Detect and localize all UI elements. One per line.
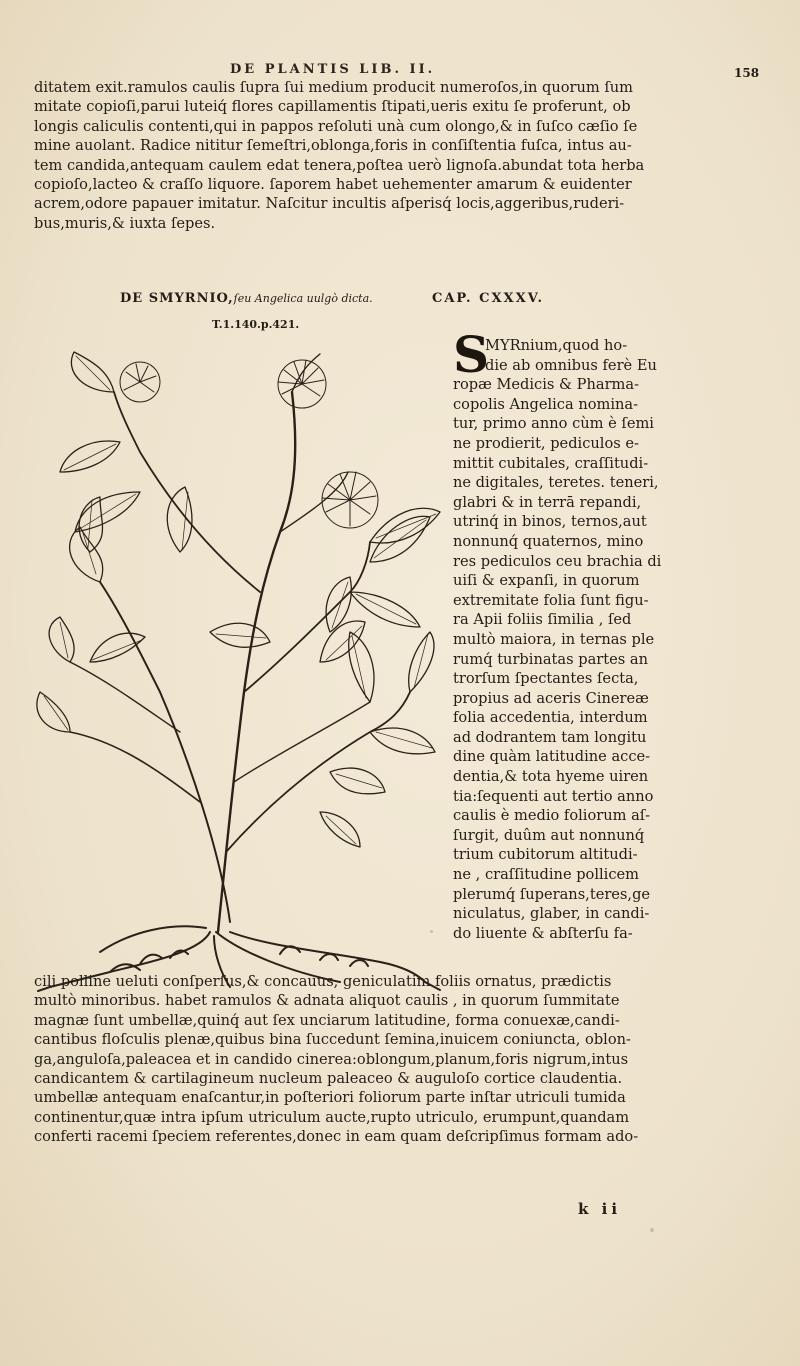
text-line: caulis è medio foliorum aſ- xyxy=(453,807,651,825)
text-line: acrem,odore papauer imitatur. Naſcitur incultis aſperisq́ locis,aggeribus,ruderi- xyxy=(34,195,625,213)
text-line: extremitate folia ſunt figu- xyxy=(453,591,649,609)
bottom-paragraph xyxy=(34,972,762,1147)
text-line: dentia,& tota hyeme uiren xyxy=(453,768,649,786)
text-line: mitate copioſi,parui luteiq́ flores capillamentis ſtipati,ueris exitu ſe proferunt, ob xyxy=(34,98,631,116)
drop-cap: S xyxy=(453,325,490,384)
chapter-subtitle: ſeu Angelica uulgò dicta. xyxy=(233,292,373,305)
cross-reference: T.1.140.p.421. xyxy=(212,318,300,331)
text-line: dine quàm latitudine acce- xyxy=(453,748,651,766)
text-line: cili polline ueluti conſperſus,& concauus, geniculatim foliis ornatus, prædictis xyxy=(34,973,612,990)
text-line: conferti racemi ſpeciem referentes,donec in eam quam deſcripſimus formam ado- xyxy=(34,1128,639,1146)
text-line: bus,muris,& iuxta ſepes. xyxy=(34,214,216,232)
text-line: utrinq́ in binos, ternos,aut xyxy=(453,513,647,531)
text-line: ne , craſſitudine pollicem xyxy=(453,866,639,884)
text-line: res pediculos ceu brachia di xyxy=(453,552,662,570)
text-line: ſurgit, duûm aut nonnunq́ xyxy=(453,826,645,844)
text-line: longis caliculis contenti,qui in pappos reſoluti unà cum olongo,& in ſuſco cæſio ſe xyxy=(34,117,638,135)
text-line: propius ad aceris Cinereæ xyxy=(453,689,649,707)
text-line: ne digitales, teretes. teneri, xyxy=(453,474,659,492)
text-line: ne prodierit, pediculos e- xyxy=(453,434,639,452)
page-number: 158 xyxy=(734,66,760,80)
text-line: plerumq́ ſuperans,teres,ge xyxy=(453,885,651,903)
chapter-number: CAP. CXXXV. xyxy=(432,291,545,306)
text-line: ropæ Medicis & Pharma- xyxy=(453,376,640,394)
angelica-woodcut-illustration xyxy=(30,332,450,992)
text-line: umbellæ antequam enaſcantur,in poſteriori foliorum parte inſtar utriculi tumida xyxy=(34,1089,626,1107)
chapter-heading xyxy=(120,291,740,306)
text-line: candicantem & cartilagineum nucleum paleaceo & auguloſo cortice claudentia. xyxy=(34,1070,623,1088)
text-line: mine auolant. Radice nititur ſemeſtri,oblonga,foris in conſiſtentia fuſca, intus au- xyxy=(34,137,632,155)
text-line: MYRnium,quod ho- xyxy=(485,337,628,354)
text-line: tia:ſequenti aut tertio anno xyxy=(453,787,654,805)
text-line: mittit cubitales, craſſitudi- xyxy=(453,454,649,472)
text-line: ra Apii foliis ſimilia , ſed xyxy=(453,611,632,629)
text-line: cantibus floſculis plenæ,quibus bina ſuccedunt ſemina,inuicem coniuncta, oblon- xyxy=(34,1031,631,1049)
right-column-text xyxy=(453,336,765,943)
text-line: tem candida,antequam caulem edat tenera,poſtea uerò lignoſa.abundat tota herba xyxy=(34,156,645,174)
signature-mark: k ii xyxy=(578,1200,622,1218)
ink-speck xyxy=(430,930,433,933)
text-line: copioſo,lacteo & craſſo liquore. ſaporem habet uehementer amarum & euidenter xyxy=(34,176,632,194)
text-line: trorſum ſpectantes ſecta, xyxy=(453,670,639,688)
text-line: multò minoribus. habet ramulos & adnata aliquot caulis , in quorum ſummitate xyxy=(34,992,620,1010)
text-line: ad dodrantem tam longitu xyxy=(453,728,647,746)
running-head: DE PLANTIS LIB. II. xyxy=(230,62,436,77)
text-line: continentur,quæ intra ipſum utriculum aucte,rupto utriculo, erumpunt,quandam xyxy=(34,1108,630,1126)
top-paragraph xyxy=(34,78,762,233)
text-line: do liuente & abſterſu fa- xyxy=(453,924,633,942)
chapter-title: DE SMYRNIO, xyxy=(120,291,234,306)
text-line: niculatus, glaber, in candi- xyxy=(453,905,650,923)
text-line: uiſi & expanſi, in quorum xyxy=(453,572,640,590)
text-line: ga,anguloſa,paleacea et in candido cinerea:oblongum,planum,foris nigrum,intus xyxy=(34,1050,629,1068)
text-line: trium cubitorum altitudi- xyxy=(453,846,638,864)
text-line: die ab omnibus ferè Eu xyxy=(485,356,657,374)
ink-speck xyxy=(650,1228,654,1232)
text-line: folia accedentia, interdum xyxy=(453,709,648,727)
text-line: copolis Angelica nomina- xyxy=(453,395,639,413)
text-line: nonnunq́ quaternos, mino xyxy=(453,532,644,550)
text-line: multò maiora, in ternas ple xyxy=(453,630,655,648)
text-line: rumq́ turbinatas partes an xyxy=(453,650,648,668)
text-line: ditatem exit.ramulos caulis ſupra ſui medium producit numeroſos,in quorum ſum xyxy=(34,79,634,96)
text-line: magnæ ſunt umbellæ,quinq́ aut ſex unciarum latitudine, forma conuexæ,candi- xyxy=(34,1011,620,1029)
text-line: tur, primo anno cùm è ſemi xyxy=(453,415,654,433)
text-line: glabri & in terrā repandi, xyxy=(453,493,642,511)
